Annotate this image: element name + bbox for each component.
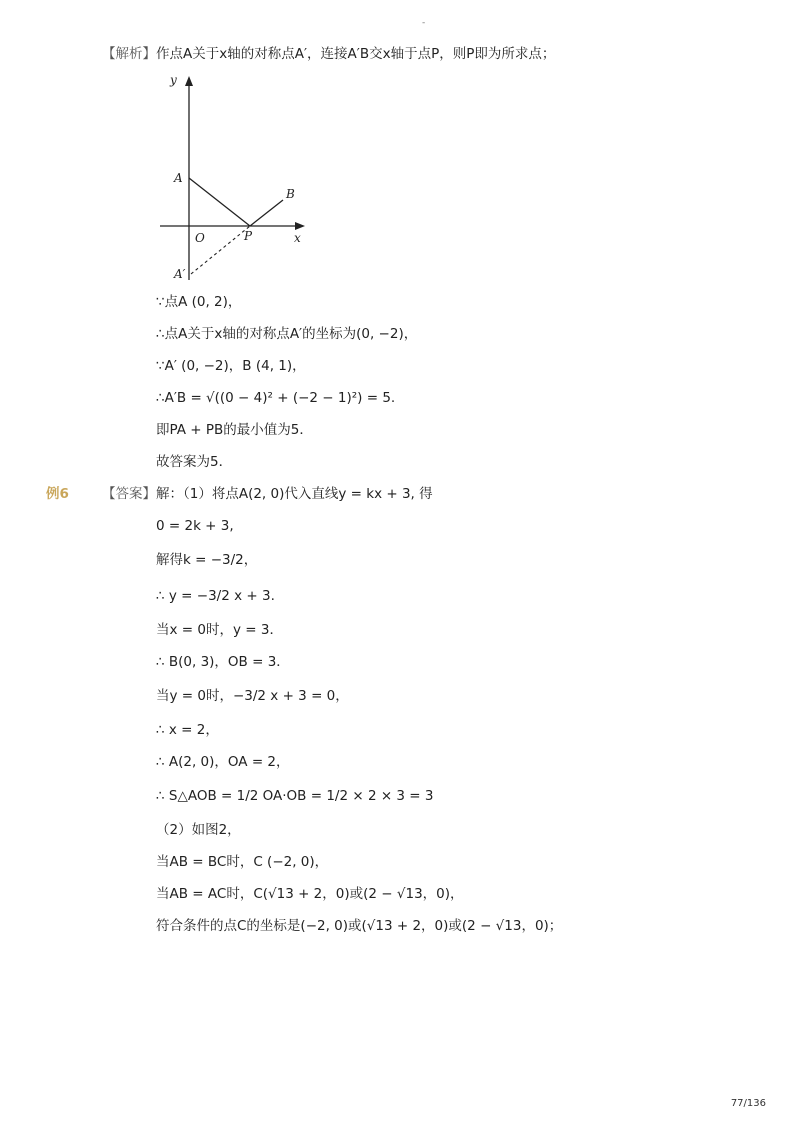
label-A: A	[174, 171, 183, 185]
page-number: 77/136	[730, 1098, 766, 1109]
answer-tag: 【答案】	[102, 486, 156, 502]
example6-line-11: （2）如图2，	[156, 822, 241, 838]
example6-line-9: ∴ A(2, 0)，OA = 2，	[156, 754, 290, 770]
segment-PB	[250, 200, 283, 226]
y-axis-arrow	[185, 76, 193, 86]
label-y: y	[170, 73, 177, 87]
example6-line-1	[102, 484, 433, 504]
example6-line-3: 解得k = −3/2，	[156, 552, 258, 568]
label-B: B	[286, 187, 295, 201]
analysis-tag: 【解析】	[102, 46, 156, 62]
x-axis-arrow	[295, 222, 305, 230]
example6-line-12: 当AB = BC时，C (−2, 0)，	[156, 854, 329, 870]
example6-line-8: ∴ x = 2，	[156, 722, 219, 738]
analysis-intro: 作点A关于x轴的对称点A′，连接A′B交x轴于点P，则P即为所求点；	[156, 46, 556, 62]
example6-line-6: ∴ B(0, 3)，OB = 3．	[156, 654, 290, 670]
example6-line-13: 当AB = AC时，C(√13 + 2，0)或(2 − √13，0)，	[156, 886, 464, 902]
example6-line-5: 当x = 0时，y = 3．	[156, 622, 283, 638]
example6-line-14: 符合条件的点C的坐标是(−2, 0)或(√13 + 2，0)或(2 − √13，0)；	[156, 918, 563, 934]
top-mark: -	[422, 18, 426, 28]
example6-line-4: ∴ y = −3/2 x + 3.	[156, 588, 275, 604]
example-label: 例6	[46, 486, 69, 502]
label-O: O	[195, 231, 205, 245]
analysis-step-5: 即PA + PB的最小值为5．	[156, 422, 313, 438]
label-x: x	[294, 231, 301, 245]
analysis-intro-line	[102, 44, 555, 64]
segment-AP	[189, 178, 250, 226]
example6-line-7: 当y = 0时，−3/2 x + 3 = 0，	[156, 688, 349, 704]
analysis-step-1: ∵点A (0, 2)，	[156, 294, 242, 310]
coordinate-figure	[150, 70, 320, 290]
analysis-step-3: ∵A′ (0, −2)，B (4, 1)，	[156, 358, 306, 374]
example6-line-1-text: 解：（1）将点A(2, 0)代入直线y = kx + 3, 得	[156, 486, 433, 502]
analysis-step-2: ∴点A关于x轴的对称点A′的坐标为(0, −2)，	[156, 326, 418, 342]
analysis-step-6: 故答案为5．	[156, 454, 233, 470]
analysis-step-4: ∴A′B = √((0 − 4)² + (−2 − 1)²) = 5.	[156, 390, 396, 406]
example6-line-2: 0 = 2k + 3,	[156, 518, 234, 534]
label-A-prime: A′	[174, 267, 186, 281]
example6-line-10: ∴ S△AOB = 1/2 OA·OB = 1/2 × 2 × 3 = 3	[156, 788, 434, 804]
label-P: P	[244, 229, 253, 243]
